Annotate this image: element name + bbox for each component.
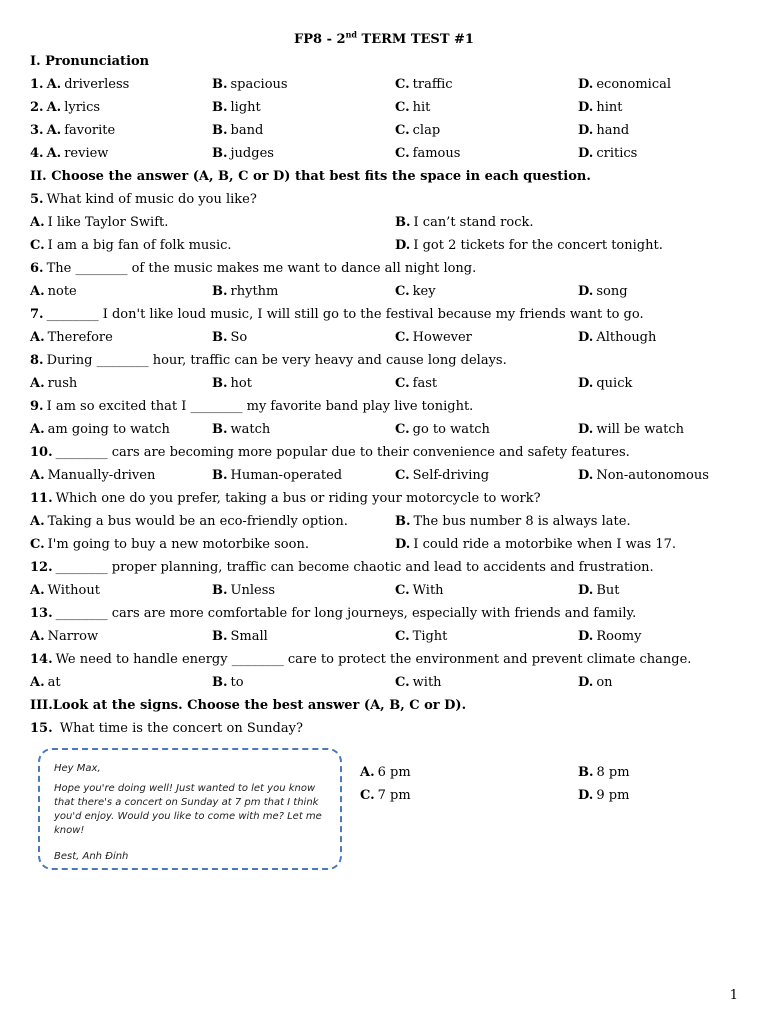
question-stem bbox=[30, 442, 738, 464]
question-stem bbox=[30, 603, 738, 625]
option-text: rush bbox=[47, 376, 78, 391]
option-text: with bbox=[412, 675, 442, 690]
option-text: driverless bbox=[64, 77, 130, 92]
option-text: clap bbox=[412, 123, 441, 138]
option-text: hand bbox=[596, 123, 630, 138]
option-text: hot bbox=[230, 376, 252, 391]
question-stem bbox=[30, 649, 738, 671]
option-text: traffic bbox=[412, 77, 453, 92]
option-letter: C. bbox=[360, 788, 375, 803]
option-row bbox=[30, 672, 738, 694]
option-text: The bus number 8 is always late. bbox=[413, 514, 631, 529]
option-b[interactable] bbox=[395, 511, 631, 533]
option-letter: A. bbox=[30, 514, 45, 529]
option-text: I am a big fan of folk music. bbox=[47, 238, 232, 253]
option-a[interactable] bbox=[30, 143, 108, 165]
option-a[interactable] bbox=[30, 626, 98, 648]
option-text: With bbox=[412, 583, 444, 598]
option-text: 7 pm bbox=[377, 788, 411, 803]
page-number: 1 bbox=[729, 988, 738, 1003]
option-d[interactable] bbox=[578, 373, 632, 395]
option-letter: C. bbox=[395, 123, 410, 138]
option-a[interactable] bbox=[30, 419, 170, 441]
option-c[interactable] bbox=[395, 74, 453, 96]
option-letter: C. bbox=[395, 468, 410, 483]
section-heading-pronunciation: I. Pronunciation bbox=[30, 54, 150, 69]
option-b[interactable] bbox=[212, 281, 278, 303]
option-text: song bbox=[596, 284, 628, 299]
option-c[interactable] bbox=[395, 672, 442, 694]
option-letter: B. bbox=[212, 468, 228, 483]
option-letter: B. bbox=[212, 583, 228, 598]
option-text: economical bbox=[596, 77, 672, 92]
option-letter: C. bbox=[395, 100, 410, 115]
option-text: watch bbox=[230, 422, 271, 437]
option-row bbox=[30, 327, 738, 349]
section-heading-choose-answer: II. Choose the answer (A, B, C or D) that best fits the space in each question. bbox=[30, 169, 591, 184]
question-stem bbox=[30, 488, 738, 510]
option-text: However bbox=[412, 330, 472, 345]
question-text: ________ cars are becoming more popular due to their convenience and safety features. bbox=[55, 445, 630, 460]
option-a[interactable] bbox=[30, 74, 129, 96]
option-b[interactable] bbox=[212, 143, 274, 165]
option-letter: C. bbox=[395, 77, 410, 92]
option-text: lyrics bbox=[64, 100, 101, 115]
option-a[interactable] bbox=[30, 672, 61, 694]
page-title bbox=[0, 29, 768, 51]
option-b[interactable] bbox=[212, 97, 261, 119]
option-letter: A. bbox=[30, 215, 45, 230]
option-letter: A. bbox=[30, 330, 45, 345]
option-d[interactable] bbox=[578, 580, 620, 602]
option-letter: D. bbox=[578, 468, 594, 483]
option-text: Although bbox=[596, 330, 657, 345]
option-c[interactable] bbox=[395, 97, 430, 119]
question-row bbox=[30, 74, 738, 96]
option-text: quick bbox=[596, 376, 633, 391]
option-row bbox=[30, 465, 738, 487]
question-number: 11. bbox=[30, 491, 53, 506]
title-text: FP8 - 2 bbox=[294, 32, 346, 47]
option-text: Self-driving bbox=[412, 468, 490, 483]
option-b[interactable] bbox=[212, 74, 288, 96]
option-letter: B. bbox=[212, 77, 228, 92]
option-c[interactable] bbox=[395, 580, 444, 602]
option-letter: A. bbox=[30, 583, 45, 598]
question-row bbox=[30, 120, 738, 142]
option-text: to bbox=[230, 675, 244, 690]
question-stem bbox=[30, 396, 738, 418]
option-d[interactable] bbox=[578, 327, 656, 349]
option-b[interactable] bbox=[212, 465, 342, 487]
option-letter: B. bbox=[212, 123, 228, 138]
option-row bbox=[30, 235, 738, 257]
option-letter: B. bbox=[212, 100, 228, 115]
question-number: 6. bbox=[30, 261, 44, 276]
option-d[interactable] bbox=[578, 143, 637, 165]
option-letter: A. bbox=[30, 422, 45, 437]
option-letter: C. bbox=[30, 238, 45, 253]
option-letter: A. bbox=[46, 100, 62, 115]
option-text: I can’t stand rock. bbox=[413, 215, 534, 230]
option-d[interactable] bbox=[578, 672, 613, 694]
option-letter: B. bbox=[395, 514, 411, 529]
option-text: favorite bbox=[64, 123, 116, 138]
option-a[interactable] bbox=[30, 97, 100, 119]
option-letter: D. bbox=[578, 284, 594, 299]
option-text: Roomy bbox=[596, 629, 642, 644]
option-d[interactable] bbox=[578, 97, 622, 119]
option-b[interactable] bbox=[212, 120, 263, 142]
section-heading-signs: III.Look at the signs. Choose the best answer (A, B, C or D). bbox=[30, 698, 467, 713]
option-text: Small bbox=[230, 629, 268, 644]
option-d[interactable] bbox=[395, 235, 663, 257]
option-text: will be watch bbox=[596, 422, 684, 437]
option-letter: A. bbox=[46, 77, 62, 92]
option-letter: D. bbox=[578, 629, 594, 644]
question-text: ________ I don't like loud music, I will still go to the festival because my friends want to go. bbox=[46, 307, 644, 322]
option-letter: C. bbox=[30, 537, 45, 552]
option-letter: B. bbox=[212, 146, 228, 161]
option-text: key bbox=[412, 284, 436, 299]
option-letter: A. bbox=[30, 629, 45, 644]
option-a[interactable] bbox=[30, 327, 113, 349]
option-c[interactable] bbox=[395, 143, 460, 165]
option-row bbox=[30, 373, 738, 395]
option-text: Narrow bbox=[47, 629, 99, 644]
question-stem bbox=[30, 258, 738, 280]
option-a[interactable] bbox=[30, 281, 77, 303]
option-text: review bbox=[64, 146, 109, 161]
option-letter: A. bbox=[360, 765, 375, 780]
option-text: Without bbox=[47, 583, 100, 598]
option-text: am going to watch bbox=[47, 422, 170, 437]
option-c[interactable] bbox=[395, 626, 447, 648]
option-a[interactable] bbox=[30, 511, 348, 533]
option-row bbox=[30, 511, 738, 533]
option-letter: B. bbox=[212, 376, 228, 391]
option-text: go to watch bbox=[412, 422, 490, 437]
option-text: Tight bbox=[412, 629, 448, 644]
option-letter: D. bbox=[578, 123, 594, 138]
option-a[interactable] bbox=[30, 373, 77, 395]
option-letter: B. bbox=[395, 215, 411, 230]
option-c[interactable] bbox=[395, 465, 489, 487]
note-sign bbox=[38, 748, 342, 870]
option-letter: B. bbox=[212, 629, 228, 644]
option-b[interactable] bbox=[212, 373, 252, 395]
question-text: We need to handle energy ________ care to protect the environment and prevent climate change. bbox=[55, 652, 692, 667]
question-number: 4. bbox=[30, 146, 44, 161]
option-letter: D. bbox=[395, 537, 411, 552]
option-text: So bbox=[230, 330, 248, 345]
option-b[interactable] bbox=[212, 626, 268, 648]
option-text: 8 pm bbox=[596, 765, 630, 780]
option-letter: B. bbox=[212, 422, 228, 437]
option-letter: D. bbox=[578, 788, 594, 803]
option-row bbox=[30, 580, 738, 602]
option-text: famous bbox=[412, 146, 461, 161]
option-c[interactable] bbox=[395, 373, 437, 395]
question-text: Which one do you prefer, taking a bus or riding your motorcycle to work? bbox=[55, 491, 541, 506]
title-superscript: nd bbox=[345, 29, 358, 40]
question-number: 10. bbox=[30, 445, 53, 460]
option-letter: B. bbox=[212, 330, 228, 345]
option-text: band bbox=[230, 123, 264, 138]
option-d[interactable] bbox=[578, 626, 641, 648]
option-letter: A. bbox=[30, 675, 45, 690]
option-letter: C. bbox=[395, 583, 410, 598]
option-text: Non-autonomous bbox=[596, 468, 709, 483]
option-row bbox=[30, 626, 738, 648]
option-d[interactable] bbox=[578, 465, 709, 487]
question-number: 3. bbox=[30, 123, 44, 138]
option-letter: D. bbox=[395, 238, 411, 253]
option-letter: D. bbox=[578, 583, 594, 598]
option-a[interactable] bbox=[30, 212, 168, 234]
option-b[interactable] bbox=[578, 762, 630, 784]
option-text: I could ride a motorbike when I was 17. bbox=[413, 537, 677, 552]
option-d[interactable] bbox=[578, 120, 629, 142]
option-letter: D. bbox=[578, 675, 594, 690]
question-number: 12. bbox=[30, 560, 53, 575]
question-text: During ________ hour, traffic can be very heavy and cause long delays. bbox=[46, 353, 507, 368]
option-b[interactable] bbox=[212, 419, 270, 441]
option-letter: D. bbox=[578, 376, 594, 391]
option-letter: D. bbox=[578, 77, 594, 92]
option-letter: C. bbox=[395, 376, 410, 391]
title-suffix: TERM TEST #1 bbox=[357, 32, 474, 47]
option-c[interactable] bbox=[395, 281, 436, 303]
question-text: What kind of music do you like? bbox=[46, 192, 257, 207]
option-letter: B. bbox=[578, 765, 594, 780]
option-d[interactable] bbox=[395, 534, 676, 556]
option-d[interactable] bbox=[578, 74, 671, 96]
option-b[interactable] bbox=[212, 580, 275, 602]
option-letter: D. bbox=[578, 146, 594, 161]
option-a[interactable] bbox=[30, 580, 100, 602]
option-letter: C. bbox=[395, 629, 410, 644]
option-b[interactable] bbox=[212, 327, 247, 349]
note-signoff: Best, Anh Đinh bbox=[54, 851, 129, 862]
option-text: spacious bbox=[230, 77, 288, 92]
note-greeting: Hey Max, bbox=[54, 763, 101, 774]
option-letter: C. bbox=[395, 422, 410, 437]
option-text: fast bbox=[412, 376, 438, 391]
option-letter: D. bbox=[578, 422, 594, 437]
option-text: Unless bbox=[230, 583, 276, 598]
option-a[interactable] bbox=[30, 465, 155, 487]
question-number: 9. bbox=[30, 399, 44, 414]
question-stem bbox=[30, 718, 738, 740]
option-letter: C. bbox=[395, 675, 410, 690]
option-text: at bbox=[47, 675, 61, 690]
option-letter: C. bbox=[395, 330, 410, 345]
option-text: note bbox=[47, 284, 77, 299]
option-letter: A. bbox=[30, 376, 45, 391]
question-number: 2. bbox=[30, 100, 44, 115]
option-text: critics bbox=[596, 146, 638, 161]
option-text: on bbox=[596, 675, 613, 690]
option-letter: A. bbox=[46, 123, 62, 138]
question-text: What time is the concert on Sunday? bbox=[55, 721, 303, 736]
option-a[interactable] bbox=[360, 762, 411, 784]
question-text: ________ proper planning, traffic can become chaotic and lead to accidents and frustration. bbox=[55, 560, 654, 575]
option-c[interactable] bbox=[395, 419, 490, 441]
question-number: 1. bbox=[30, 77, 44, 92]
option-letter: D. bbox=[578, 330, 594, 345]
question-number: 5. bbox=[30, 192, 44, 207]
option-letter: B. bbox=[212, 284, 228, 299]
option-d[interactable] bbox=[578, 281, 628, 303]
option-text: 6 pm bbox=[377, 765, 411, 780]
question-stem bbox=[30, 304, 738, 326]
option-b[interactable] bbox=[395, 212, 533, 234]
option-letter: A. bbox=[30, 284, 45, 299]
option-d[interactable] bbox=[578, 419, 684, 441]
question-text: I am so excited that I ________ my favorite band play live tonight. bbox=[46, 399, 474, 414]
option-text: I like Taylor Swift. bbox=[47, 215, 169, 230]
option-letter: A. bbox=[30, 468, 45, 483]
option-d[interactable] bbox=[578, 785, 629, 807]
option-b[interactable] bbox=[212, 672, 244, 694]
option-row bbox=[30, 419, 738, 441]
option-letter: B. bbox=[212, 675, 228, 690]
option-text: Manually-driven bbox=[47, 468, 156, 483]
question-stem bbox=[30, 350, 738, 372]
note-body: Hope you're doing well! Just wanted to let you know that there's a concert on Sunday at 7 pm that I think you'd enjoy. Would you like to come with me? Let me know! bbox=[54, 783, 322, 836]
option-row bbox=[30, 212, 738, 234]
option-letter: A. bbox=[46, 146, 62, 161]
option-c[interactable] bbox=[395, 120, 440, 142]
option-c[interactable] bbox=[360, 785, 411, 807]
option-text: I'm going to buy a new motorbike soon. bbox=[47, 537, 309, 552]
option-text: hit bbox=[412, 100, 431, 115]
option-text: Human-operated bbox=[230, 468, 343, 483]
option-row bbox=[30, 534, 738, 556]
question-text: The ________ of the music makes me want to dance all night long. bbox=[46, 261, 477, 276]
option-text: I got 2 tickets for the concert tonight. bbox=[413, 238, 663, 253]
option-letter: C. bbox=[395, 284, 410, 299]
question-number: 14. bbox=[30, 652, 53, 667]
option-text: judges bbox=[230, 146, 274, 161]
question-number: 8. bbox=[30, 353, 44, 368]
option-a[interactable] bbox=[30, 120, 115, 142]
question-number: 15. bbox=[30, 721, 53, 736]
option-c[interactable] bbox=[395, 327, 472, 349]
option-letter: D. bbox=[578, 100, 594, 115]
question-stem bbox=[30, 189, 738, 211]
question-stem bbox=[30, 557, 738, 579]
option-text: Therefore bbox=[47, 330, 113, 345]
option-text: rhythm bbox=[230, 284, 279, 299]
question-row bbox=[30, 97, 738, 119]
option-text: Taking a bus would be an eco-friendly option. bbox=[47, 514, 348, 529]
option-c[interactable] bbox=[30, 534, 309, 556]
option-row bbox=[30, 281, 738, 303]
option-text: hint bbox=[596, 100, 623, 115]
option-text: 9 pm bbox=[596, 788, 630, 803]
option-text: But bbox=[596, 583, 620, 598]
question-row bbox=[30, 143, 738, 165]
question-text: ________ cars are more comfortable for long journeys, especially with friends and family. bbox=[55, 606, 637, 621]
option-letter: C. bbox=[395, 146, 410, 161]
option-c[interactable] bbox=[30, 235, 232, 257]
question-number: 13. bbox=[30, 606, 53, 621]
option-text: light bbox=[230, 100, 261, 115]
question-number: 7. bbox=[30, 307, 44, 322]
